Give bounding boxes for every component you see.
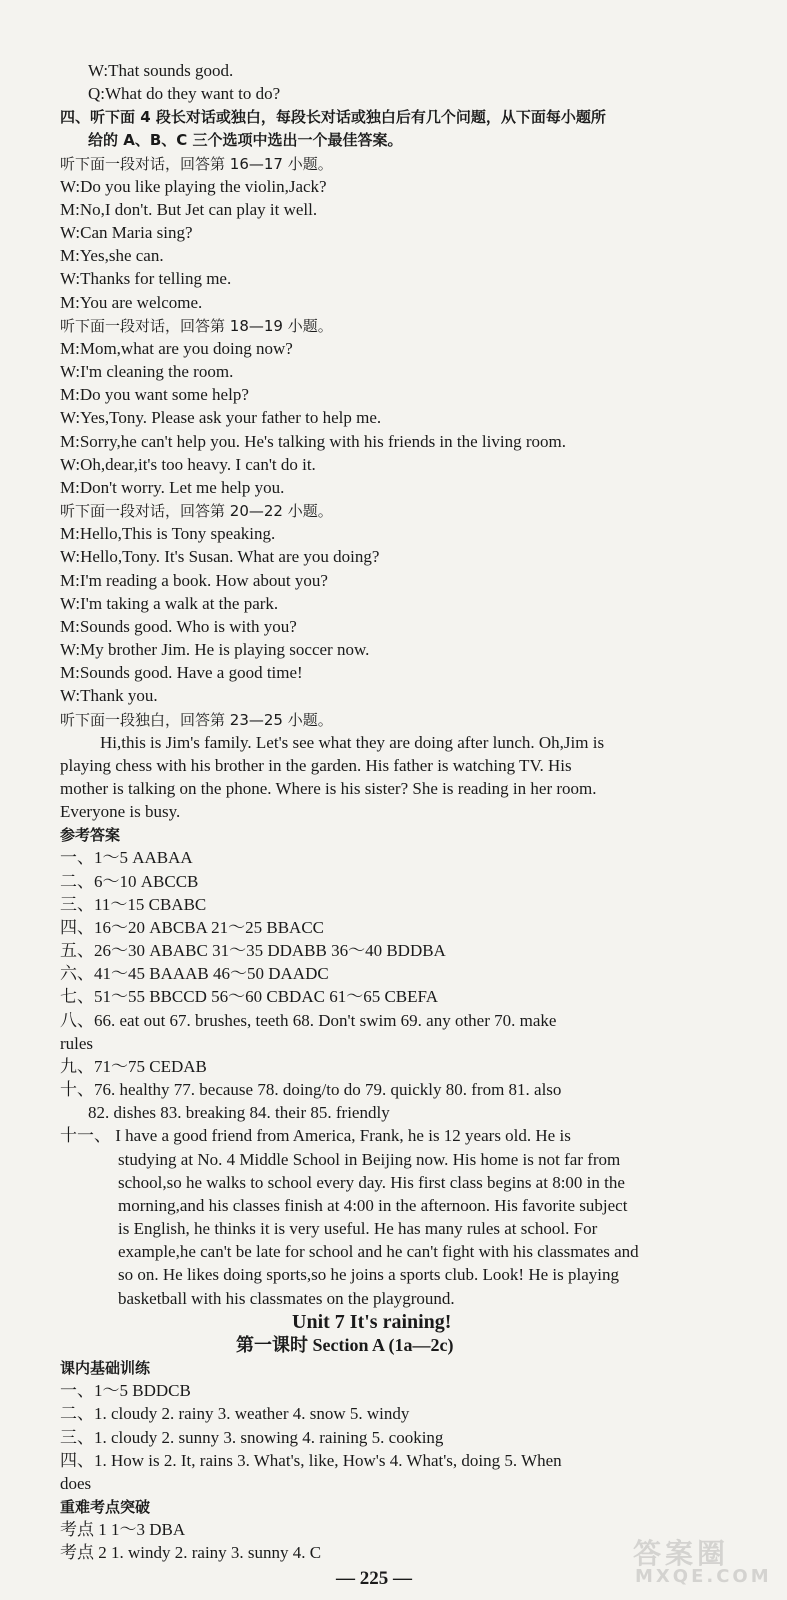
text-line: 三、1. cloudy 2. sunny 3. snowing 4. raining 5. cooking xyxy=(60,1428,444,1447)
text-line: M:Sounds good. Who is with you? xyxy=(60,617,297,636)
text-line: W:That sounds good. xyxy=(88,61,234,80)
text-line: 四、16～20 ABCBA 21～25 BBACC xyxy=(60,918,325,937)
text-line: Hi,this is Jim's family. Let's see what they are doing after lunch. Oh,Jim is xyxy=(100,733,605,752)
text-line: 九、71～75 CEDAB xyxy=(60,1057,207,1076)
text-line: 听下面一段对话，回答第 20—22 小题。 xyxy=(60,502,333,520)
watermark-text-cn: 答案圈 xyxy=(633,1537,730,1570)
text-line: 四、1. How is 2. It, rains 3. What's, like, How's 4. What's, doing 5. When xyxy=(60,1451,562,1470)
text-line: 课内基础训练 xyxy=(60,1359,151,1377)
text-line: does xyxy=(60,1474,92,1493)
text-line: W:I'm cleaning the room. xyxy=(60,362,234,381)
text-line: M:Do you want some help? xyxy=(60,385,249,404)
text-line: 听下面一段对话，回答第 18—19 小题。 xyxy=(60,317,333,335)
text-line: mother is talking on the phone. Where is his sister? She is reading in her room. xyxy=(60,779,597,798)
watermark-text-en: MXQE.COM xyxy=(635,1566,772,1587)
text-line: W:Thanks for telling me. xyxy=(60,269,232,288)
text-line: 重难考点突破 xyxy=(60,1498,151,1516)
text-line: 82. dishes 83. breaking 84. their 85. friendly xyxy=(88,1103,390,1122)
text-line: 一、1～5 AABAA xyxy=(60,848,193,867)
text-line: morning,and his classes finish at 4:00 in the afternoon. His favorite subject xyxy=(118,1196,628,1215)
text-line: 二、1. cloudy 2. rainy 3. weather 4. snow 5. windy xyxy=(60,1404,410,1423)
text-line: M:Yes,she can. xyxy=(60,246,164,265)
text-line: Unit 7 It's raining! xyxy=(292,1311,452,1333)
text-line: M:Hello,This is Tony speaking. xyxy=(60,524,276,543)
text-line: W:Thank you. xyxy=(60,686,158,705)
text-line: example,he can't be late for school and he can't fight with his classmates and xyxy=(118,1242,639,1261)
text-line: 四、听下面 4 段长对话或独白，每段长对话或独白后有几个问题，从下面每小题所 xyxy=(60,108,606,126)
text-line: W:Yes,Tony. Please ask your father to help me. xyxy=(60,408,382,427)
text-line: 听下面一段独白，回答第 23—25 小题。 xyxy=(60,711,333,729)
text-line: Everyone is busy. xyxy=(60,802,181,821)
text-line: M:Sorry,he can't help you. He's talking with his friends in the living room. xyxy=(60,432,566,451)
text-line: W:I'm taking a walk at the park. xyxy=(60,594,279,613)
text-line: M:I'm reading a book. How about you? xyxy=(60,571,328,590)
text-line: W:Hello,Tony. It's Susan. What are you doing? xyxy=(60,547,380,566)
text-line: 八、66. eat out 67. brushes, teeth 68. Don't swim 69. any other 70. make xyxy=(60,1011,557,1030)
text-line: M:You are welcome. xyxy=(60,293,203,312)
text-line: 一、1～5 BDDCB xyxy=(60,1381,191,1400)
text-line: school,so he walks to school every day. His first class begins at 8:00 in the xyxy=(118,1173,625,1192)
text-line: 六、41～45 BAAAB 46～50 DAADC xyxy=(60,964,329,983)
text-line: 十、76. healthy 77. because 78. doing/to do 79. quickly 80. from 81. also xyxy=(60,1080,562,1099)
text-line: M:Mom,what are you doing now? xyxy=(60,339,293,358)
text-line: 给的 A、B、C 三个选项中选出一个最佳答案。 xyxy=(88,131,403,149)
text-line: 十一、 I have a good friend from America, Frank, he is 12 years old. He is xyxy=(60,1126,571,1145)
text-line: 考点 2 1. windy 2. rainy 3. sunny 4. C xyxy=(60,1543,322,1562)
text-line: playing chess with his brother in the garden. His father is watching TV. His xyxy=(60,756,572,775)
text-line: basketball with his classmates on the playground. xyxy=(118,1289,455,1308)
text-line: W:Do you like playing the violin,Jack? xyxy=(60,177,327,196)
text-line: 考点 1 1～3 DBA xyxy=(60,1520,186,1539)
text-line: 听下面一段对话，回答第 16—17 小题。 xyxy=(60,155,333,173)
text-line: 参考答案 xyxy=(60,826,121,844)
text-line: 五、26～30 ABABC 31～35 DDABB 36～40 BDDBA xyxy=(60,941,446,960)
page-number: — 225 — xyxy=(336,1568,412,1589)
text-line: M:Don't worry. Let me help you. xyxy=(60,478,285,497)
text-line: 第一课时 Section A (1a—2c) xyxy=(236,1335,454,1355)
text-line: Q:What do they want to do? xyxy=(88,84,281,103)
text-line: W:My brother Jim. He is playing soccer now. xyxy=(60,640,370,659)
text-line: W:Oh,dear,it's too heavy. I can't do it. xyxy=(60,455,316,474)
text-line: so on. He likes doing sports,so he joins a sports club. Look! He is playing xyxy=(118,1265,619,1284)
text-line: 七、51～55 BBCCD 56～60 CBDAC 61～65 CBEFA xyxy=(60,987,438,1006)
text-line: W:Can Maria sing? xyxy=(60,223,193,242)
text-line: M:No,I don't. But Jet can play it well. xyxy=(60,200,318,219)
text-line: M:Sounds good. Have a good time! xyxy=(60,663,303,682)
text-line: 二、6～10 ABCCB xyxy=(60,872,199,891)
text-line: is English, he thinks it is very useful. He has many rules at school. For xyxy=(118,1219,598,1238)
text-line: rules xyxy=(60,1034,94,1053)
text-line: studying at No. 4 Middle School in Beijing now. His home is not far from xyxy=(118,1150,621,1169)
text-line: 三、11～15 CBABC xyxy=(60,895,207,914)
watermark-logo xyxy=(623,1528,773,1590)
